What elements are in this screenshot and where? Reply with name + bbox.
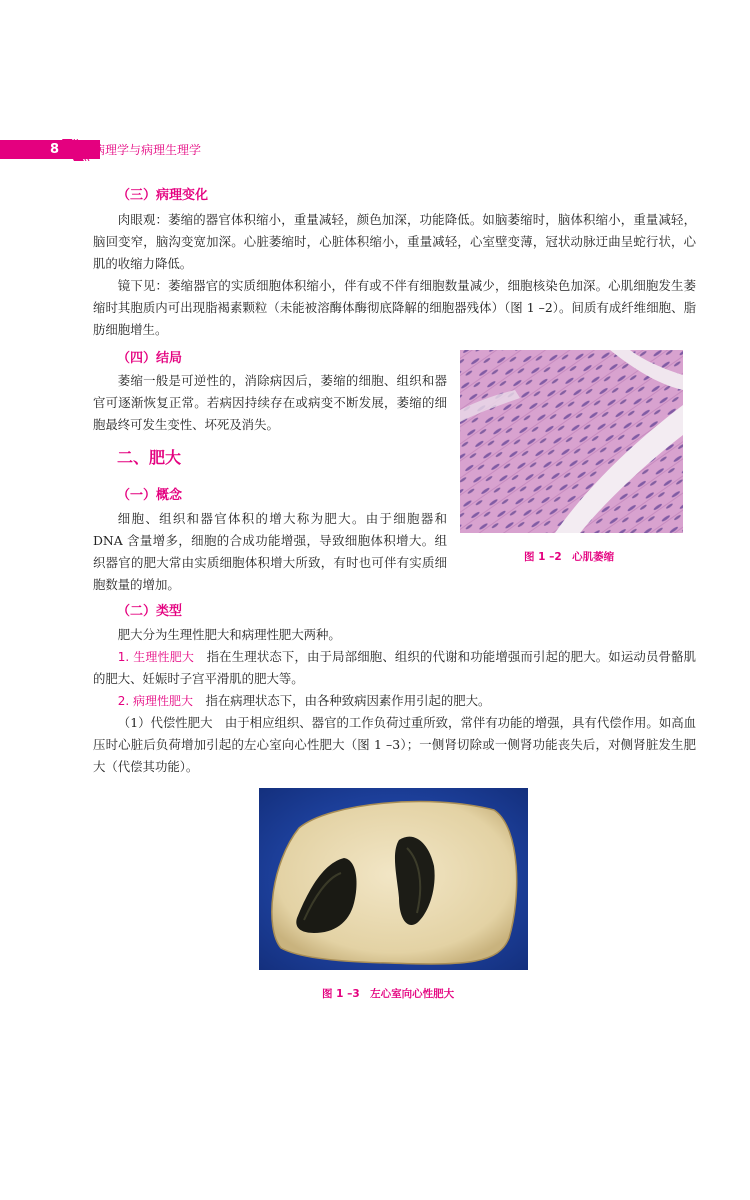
section-heading-outcome: （四）结局 xyxy=(117,351,183,366)
gross-paragraph: 肉眼观：萎缩的器官体积缩小，重量减轻，颜色加深，功能降低。如脑萎缩时，脑体积缩小，重量减轻，脑回变窄，脑沟变宽加深。心脏萎缩时，心脏体积缩小，重量减轻，心室壁变薄，冠状动脉迂曲呈蛇行状，心肌的收缩力降低。 xyxy=(93,212,696,271)
pathological-paragraph xyxy=(93,690,696,712)
figure-concentric-hypertrophy xyxy=(259,788,528,970)
histology-image xyxy=(460,350,683,533)
figure-myocardial-atrophy xyxy=(460,350,683,533)
compensatory-text: 由于相应组织、器官的工作负荷过重所致，常伴有功能的增强，具有代偿作用。如高血压时心脏后负荷增加引起的左心室向心性肥大（图 1 –3）；一侧肾切除或一侧肾功能丧失后，对侧肾脏发生肥大（代偿其功能）。 xyxy=(93,715,697,774)
types-intro: 肥大分为生理性肥大和病理性肥大两种。 xyxy=(117,627,341,642)
physiological-paragraph xyxy=(93,646,696,690)
header-slash-decoration xyxy=(62,139,90,161)
compensatory-paragraph xyxy=(93,712,696,778)
figure-1-2-caption: 图 1 –2 心肌萎缩 xyxy=(524,551,615,563)
page-number: 8 xyxy=(50,142,60,157)
heart-specimen-image xyxy=(259,788,528,970)
section-heading-hypertrophy: 二、肥大 xyxy=(117,448,182,467)
micro-paragraph: 镜下见：萎缩器官的实质细胞体积缩小，伴有或不伴有细胞数量减少，细胞核染色加深。心肌细胞发生萎缩时其胞质内可出现脂褐素颗粒（未能被溶酶体酶彻底降解的细胞器残体）（图 1 –2）。间质有成纤维细胞、脂肪细胞增生。 xyxy=(93,278,696,337)
figure-1-3-caption: 图 1 –3 左心室向心性肥大 xyxy=(322,988,455,1000)
concept-heading: （一）概念 xyxy=(117,488,183,503)
book-title: 病理学与病理生理学 xyxy=(93,143,202,157)
physiological-label: 1. 生理性肥大 xyxy=(117,650,195,664)
concept-paragraph: 细胞、组织和器官体积的增大称为肥大。由于细胞器和 DNA 含量增多，细胞的合成功能增强，导致细胞体积增大。组织器官的肥大常由实质细胞体积增大所致，有时也可伴有实质细胞数量的增加。 xyxy=(93,511,447,592)
pathological-text: 指在病理状态下，由各种致病因素作用引起的肥大。 xyxy=(205,693,491,708)
outcome-paragraph: 萎缩一般是可逆性的，消除病因后，萎缩的细胞、组织和器官可逐渐恢复正常。若病因持续存在或病变不断发展，萎缩的细胞最终可发生变性、坏死及消失。 xyxy=(93,373,447,432)
pathological-label: 2. 病理性肥大 xyxy=(117,694,194,708)
section-heading-changes: （三）病理变化 xyxy=(117,188,209,203)
physiological-text: 指在生理状态下，由于局部细胞、组织的代谢和功能增强而引起的肥大。如运动员骨骼肌的肥大、妊娠时子宫平滑肌的肥大等。 xyxy=(93,649,697,686)
compensatory-label: （1）代偿性肥大 xyxy=(117,715,213,730)
types-heading: （二）类型 xyxy=(117,604,183,619)
